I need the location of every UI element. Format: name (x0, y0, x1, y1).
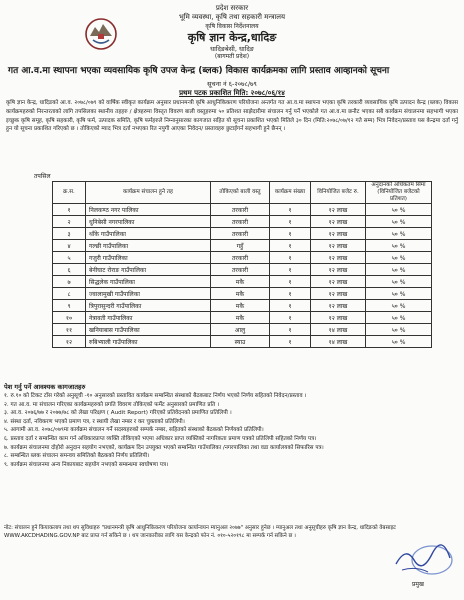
details-label: तपसिल (34, 173, 51, 180)
table-row (53, 204, 432, 216)
header-address: धादिङबेसी, धादिङ (210, 45, 254, 53)
table-row (53, 276, 432, 288)
cell-level: धुनिबेसी नगरपालिका (86, 216, 211, 228)
cell-subsidy: ५० % (366, 288, 432, 300)
col-header-subsidy: अनुदानको अधिकतम सिमा (विनियोजित बजेटको प्रतिशत) (366, 182, 432, 204)
cell-count: १ (270, 264, 311, 276)
cell-crop: स्याउ (211, 336, 270, 348)
col-header-crop: तोकिएको बाली वस्तु (211, 182, 270, 204)
program-table (52, 181, 432, 348)
cell-crop: आलु (211, 324, 270, 336)
cell-sn: १ (53, 204, 86, 216)
cell-subsidy: ५० % (366, 240, 432, 252)
publish-date: प्रथम पटक प्रकाशित मिति: २०७८/०६/१४ (179, 89, 285, 97)
col-header-count: कार्यक्रम संख्या (270, 182, 311, 204)
cell-level: त्रिपुरासुन्दरी गाउँपालिका (86, 300, 211, 312)
table-row (53, 324, 432, 336)
cell-level: निलकण्ठ नगर पालिका (86, 204, 211, 216)
cell-level: सिद्धलेक गाउँपालिका (86, 276, 211, 288)
cell-sn: १० (53, 312, 86, 324)
documents-list (4, 392, 456, 469)
cell-count: १ (270, 312, 311, 324)
col-header-level: कार्यक्रम संचालन हुने तह (86, 182, 211, 204)
cell-budget: १२ लाख (311, 216, 366, 228)
cell-sn: ७ (53, 276, 86, 288)
table-header-row (53, 182, 432, 204)
header-province: प्रदेश सरकार (215, 4, 249, 12)
cell-sn: २ (53, 216, 86, 228)
cell-crop: मकै (211, 300, 270, 312)
cell-sn: ४ (53, 240, 86, 252)
notice-title: गत आ.व.मा स्थापना भएका व्यवसायिक कृषि उपज केन्द्र (ब्लक) विकास कार्यक्रमका लागि प्रस्ताव आव्हानको सूचना (8, 66, 390, 76)
cell-subsidy: ५० % (366, 276, 432, 288)
cell-sn: ९ (53, 300, 86, 312)
header-province-name: (बागमती प्रदेश) (214, 53, 250, 60)
document-item: २. गत आ.व. मा संचालन गरिएका कार्यक्रमहरुको प्रगति विवरण तोकिएको फर्मेट अनुसारको प्रमाणित प्रति । (4, 401, 220, 408)
table-row (53, 288, 432, 300)
cell-crop: तरकारी (211, 216, 270, 228)
cell-budget: १२ लाख (311, 252, 366, 264)
cell-budget: १४ लाख (311, 324, 366, 336)
cell-budget: १२ लाख (311, 240, 366, 252)
cell-count: १ (270, 240, 311, 252)
cell-subsidy: ५० % (366, 300, 432, 312)
signature-stamp-icon (392, 538, 456, 578)
cell-count: १ (270, 216, 311, 228)
cell-crop: मकै (211, 276, 270, 288)
documents-label: पेश गर्नु पर्ने आवश्यक कागजातहरु (4, 383, 86, 391)
document-item: ५. आगामी आ.व. २०७८/०७९मा कार्यक्रम संचालन गर्ने सदस्यहरुको सम्पर्क नम्बर, सहितको संस्थाको बैठकको निर्णयको प्रतिलिपी। (4, 427, 264, 434)
cell-budget: १२ लाख (311, 276, 366, 288)
cell-level: गजुरी गाउँपालिका (86, 252, 211, 264)
cell-sn: ८ (53, 288, 86, 300)
cell-count: १ (270, 228, 311, 240)
cell-budget: १४ लाख (311, 336, 366, 348)
document-item: ३. आ.व. २०७६/७७ र २०७७/७८ को लेखा परिक्षण ( Audit Report) गरिएको प्रतिवेदनको प्रमाणित प्रतिलिपी । (4, 410, 232, 417)
cell-budget: १२ लाख (311, 300, 366, 312)
cell-sn: ३ (53, 228, 86, 240)
table-row (53, 336, 432, 348)
intro-paragraph: कृषि ज्ञान केन्द्र, धादिङको आ.व. २०७८/०७९ को वार्षिक स्वीकृत कार्यक्रम अनुसार प्रधानमन्त्री कृषि आधुनिकिकरण परियोजना अन्तर्गत गत आ.व.मा स्थापना भएका कृषि तरकारी व्यवसायिक कृषि उत्पादन केन्द्र (ब्लक) विकास कार्यक्रमहरुको निरन्तरताको लागि तपसिलका स्थानीय तहहरु / क्षेत्रहरुमा विस्तृत विवरण बाली वस्तुहरुमा ५० प्रतिशत साझेदारीमा संचालन गर्नु पर्ने भएकोले गत आ.व.मा छनौट भएका सबै कार्यक्रम संचालनमा सहभागी भएका इच्छुक कृषि समूह, कृषि सहकारी, कृषि फर्म, उत्पादक समिति, कृषि फर्महरुले निम्नानुसारका कागजात सहित यो सूचना प्रकाशित भएको मितिले ३० दिन (मिति:२०७८/०७/१२ गते सम्म) भित्र निवेदन/प्रस्ताव यस केन्द्रमा दर्ता गर्नु हुन यो सूचना प्रकाशित गरिएको छ । तोकिएको म्याद भित्र दर्ता नभएका रित नपुगी आएका निवेदन/ प्रस्तावहरु छुटाईगर्न सहभागी हुने छैनन् । (6, 100, 458, 133)
header-office: कृषि ज्ञान केन्द्र,धादिङ (187, 31, 277, 44)
cell-count: १ (270, 300, 311, 312)
col-header-sn: क्र.स. (53, 182, 86, 204)
col-header-budget: विनियोजित बजेट रु. (311, 182, 366, 204)
cell-crop: गहुँ (211, 240, 270, 252)
cell-sn: १२ (53, 336, 86, 348)
cell-subsidy: ५० % (366, 204, 432, 216)
document-item: १. रु.१० को टिकट टाँस गरेको अनुसूची -१० अनुसारको प्रस्तावित कार्यक्रम सम्बन्धित संस्थाको बैठकबाट निर्णय भएको निर्णय सहितको निवेदन/प्रस्ताव । (4, 393, 307, 399)
cell-subsidy: ५० % (366, 336, 432, 348)
table-row (53, 216, 432, 228)
cell-crop: मकै (211, 288, 270, 300)
cell-crop: तरकारी (211, 264, 270, 276)
cell-count: १ (270, 336, 311, 348)
cell-crop: तरकारी (211, 252, 270, 264)
cell-budget: १२ लाख (311, 312, 366, 324)
note-paragraph: नोट: संचालन हुने कियाकलाप तथा थप सुविधाहरु "प्रधानमन्त्री कृषि आधुनिकिकरण परियोजना कार्यान्वयन म्यानुअल २०७७" अनुसार हुनेछ । म्यानुअल तथा अनुसूचीहरु कृषि ज्ञान केन्द्र, धादिङको वेबसाइट WWW.AKCDHADING.GOV.NP बाट प्राप्त गर्न सकिने छ । थप जानकारीका लागि यस केन्द्रको फोन नं. ०१०-५२०१९८ मा सम्पर्क गर्न सकिने छ । (4, 525, 396, 540)
document-item: ७. कार्यक्रम संचालनमा दोहोरो अनुदान सहयोग नभएको, कार्यक्रम दिन उपयुक्त भएको सम्बन्धित गाउँपालिका /नगरपालिका तथा वडा कार्यालयको सिफारिस पत्र। (4, 444, 324, 451)
cell-count: १ (270, 288, 311, 300)
document-item: ६. प्रस्ताव दर्ता र सम्बन्धित काम गर्न अधिकारप्राप्त व्यक्ति तोकिएको भएमा अधिकार प्राप्त व्यक्तिको नागरिकता प्रमाण पत्रको प्रतिलिपी सहितको निर्णय पत्र। (4, 435, 317, 442)
cell-count: १ (270, 276, 311, 288)
cell-budget: १२ लाख (311, 264, 366, 276)
cell-count: १ (270, 252, 311, 264)
cell-sn: ६ (53, 264, 86, 276)
cell-level: नेत्रावती गाउँपालिका (86, 312, 211, 324)
cell-sn: ११ (53, 324, 86, 336)
cell-level: गल्छी गाउँपालिका (86, 240, 211, 252)
header-directorate: कृषि विकास निर्देशनालय (205, 23, 259, 30)
document-item: ४. संस्था दर्ता, नविकरण भएको प्रमाण पत्र, र स्थायी लेखा नम्बर र कर चुक्ताको प्रतिलिपी। (4, 418, 185, 425)
table-row (53, 264, 432, 276)
cell-subsidy: ५० % (366, 252, 432, 264)
table-row (53, 300, 432, 312)
cell-budget: १२ लाख (311, 204, 366, 216)
cell-crop: मकै (211, 312, 270, 324)
signatory-label: प्रमुख (412, 581, 424, 588)
cell-subsidy: ५० % (366, 324, 432, 336)
cell-level: बेनीघाट रोराङ गाउँपालिका (86, 264, 211, 276)
header-ministry: भूमि व्यवस्था, कृषि तथा सहकारी मन्त्रालय (178, 13, 286, 21)
cell-budget: १२ लाख (311, 228, 366, 240)
document-item: ९. कार्यक्रम संचालनमा अन्य निकायबाट सहयोग नभएको सम्बन्धमा स्वघोषणा पत्र। (4, 461, 169, 468)
cell-level: खनियाबास गाउँपालिका (86, 324, 211, 336)
table-row (53, 228, 432, 240)
cell-sn: ५ (53, 252, 86, 264)
table-row (53, 240, 432, 252)
cell-count: १ (270, 204, 311, 216)
cell-level: रुबिभ्याली गाउँपालिका (86, 336, 211, 348)
cell-crop: तरकारी (211, 204, 270, 216)
cell-subsidy: ५० % (366, 228, 432, 240)
cell-crop: तरकारी (211, 228, 270, 240)
document-item: ८. सम्बन्धित ब्लक संचालन समन्वय समितिको बैठकको निर्णय प्रतिलिपी। (4, 453, 150, 460)
notice-number: सूचना नं ६-२०७८/७९ (207, 80, 257, 88)
cell-subsidy: ५० % (366, 216, 432, 228)
cell-budget: १२ लाख (311, 288, 366, 300)
cell-subsidy: ५० % (366, 264, 432, 276)
table-row (53, 312, 432, 324)
cell-subsidy: ५० % (366, 312, 432, 324)
cell-level: थाँके गाउँपालिका (86, 228, 211, 240)
cell-count: १ (270, 324, 311, 336)
cell-level: ज्वालामुखी गाउँपालिका (86, 288, 211, 300)
table-row (53, 252, 432, 264)
